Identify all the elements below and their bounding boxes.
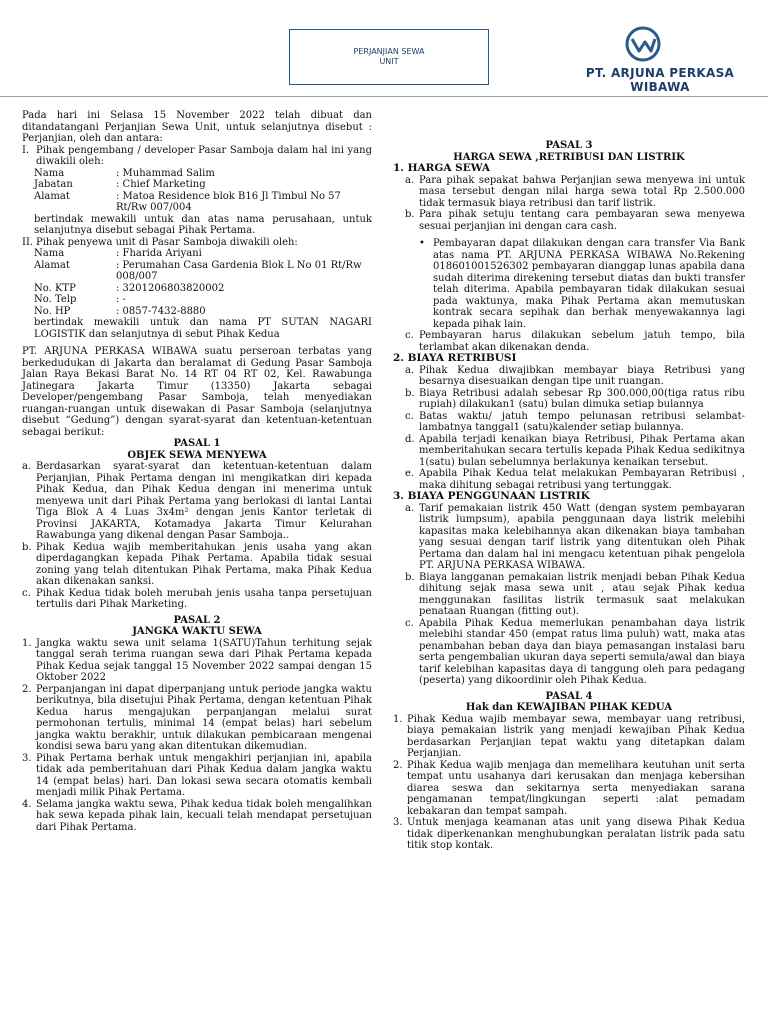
- field-row: [34, 306, 372, 318]
- list-marker: e.: [405, 468, 415, 479]
- list-text: Para pihak setuju tentang cara pembayaran sewa menyewa sesuai perjanjian ini dengan cara cash.: [419, 209, 745, 232]
- list-marker: 3.: [22, 752, 32, 764]
- list-text: Tarif pemakaian listrik 450 Watt (dengan system pembayaran listrik lumpsum), apabila penggunaan daya listrik melebihi kapasitas maka kelebihannya akan dikenakan biaya tambahan yang sesuai dengan tarif listrik yang ditentukan oleh Pihak Pertama dan dalam hal ini mengacu ketentuan pihak pengelola PT. ARJUNA PERKASA WIBAWA.: [419, 502, 745, 571]
- list-marker: 2.: [393, 759, 403, 771]
- field-row: [34, 191, 372, 214]
- payment-bullet: • Pembayaran dapat dilakukan dengan cara transfer Via Bank atas nama PT. ARJUNA PERKASA WIBAWA No.Rekening 018601001526302 pembayaran dianggap lunas apabila dana sudah diterima direkening tersebut diatas dan bukti transfer telah diterima. Apabila pembayaran tidak dilakukan sesuai pada waktunya, maka Pihak Pertama akan memutuskan kontrak secara sepihak dan berhak menyewakannya lagi kepada pihak lain.: [419, 238, 745, 330]
- list-item: [405, 388, 745, 411]
- list-item: [22, 638, 372, 684]
- list-text: Pihak Kedua wajib memberitahukan jenis usaha yang akan diperdagangkan kepada Pihak Pertama. Apabila tidak sesuai zoning yang telah ditentukan Pihak Pertama, maka Pihak Kedua akan dikenakan sanksi.: [36, 541, 372, 587]
- list-marker: c.: [405, 410, 414, 422]
- left-column: [22, 110, 372, 833]
- field-row: [34, 294, 372, 306]
- list-item: [405, 503, 745, 572]
- field-row: [34, 179, 372, 191]
- list-marker: c.: [405, 617, 414, 629]
- list-item: [393, 817, 745, 852]
- list-text: Apabila terjadi kenaikan biaya Retribusi, Pihak Pertama akan memberitahukan secara tertulis kepada Pihak Kedua sedikitnya 1(satu) bulan sebelumnya berlakunya kenaikan tersebut.: [419, 433, 745, 468]
- harga-sewa-heading: 1. HARGA SEWA: [393, 162, 491, 174]
- field-row: [34, 260, 372, 283]
- harga-sewa-list: [393, 175, 745, 233]
- list-marker: d.: [405, 433, 415, 445]
- pasal2-subtitle: JANGKA WAKTU SEWA: [132, 626, 262, 637]
- field-value: : -: [116, 294, 126, 305]
- party1-fields: [22, 168, 372, 214]
- pasal3-subtitle: HARGA SEWA ,RETRIBUSI DAN LISTRIK: [453, 151, 685, 163]
- pasal1-list: [22, 461, 372, 611]
- company-name: PT. ARJUNA PERKASA WIBAWA: [585, 66, 735, 94]
- list-item: [22, 799, 372, 834]
- list-marker: 1.: [22, 637, 32, 649]
- list-marker: 1.: [393, 713, 403, 725]
- field-label: Nama: [34, 167, 65, 179]
- pasal3-title: PASAL 3: [545, 140, 593, 151]
- list-text: Pihak Kedua wajib membayar sewa, membayar uang retribusi, biaya pemakaian listrik yang menjadi kewajiban Pihak Kedua berdasarkan Perjanjian tepat waktu yang ditetapkan dalam Perjanjian.: [407, 713, 745, 759]
- arjuna-logo-icon: [625, 26, 661, 62]
- document-title-line2: UNIT: [379, 57, 399, 66]
- list-text: Pihak Pertama berhak untuk mengakhiri perjanjian ini, apabila tidak ada pemberitahuan dari Pihak Kedua dalam jangka waktu 14 (empat belas) hari. Dan lokasi sewa secara otomatis kembali menjadi milik Pihak Pertama.: [36, 752, 372, 798]
- harga-sewa-item-c: c. Pembayaran harus dilakukan sebelum jatuh tempo, bila terlambat akan dikenakan denda.: [405, 330, 745, 353]
- pasal2-title: PASAL 2: [173, 614, 221, 626]
- retribusi-list: [393, 365, 745, 492]
- field-label: No. Telp: [34, 294, 77, 305]
- company-paragraph: PT. ARJUNA PERKASA WIBAWA suatu perseroan terbatas yang berkedudukan di Jakarta dan beralamat di Gedung Pasar Samboja Jalan Raya Bekasi Barat No. 14 RT 04 RT 02, Kel. Rawabunga Jatinegara Jakarta Timur (13350) Jakarta sebagai Developer/pengembang Pasar Samboja, telah menyediakan ruangan-ruangan untuk disewakan di Pasar Samboja (selanjutnya disebut “Gedung”) dengan syarat-syarat dan ketentuan-ketentuan sebagai berikut:: [22, 346, 372, 438]
- list-item: [22, 684, 372, 753]
- list-marker: a.: [405, 502, 415, 514]
- list-text: Pihak Kedua wajib menjaga dan memelihara keutuhan unit serta tempat untu usahanya dari kerusakan dan menjaga kebersihan diarea seswa dan sekitarnya serta menyediakan sarana pengamanan tempat/lingkungan seperti :alat pemadam kebakaran dan tempat sampah.: [407, 759, 745, 817]
- field-value: : 0857-7432-8880: [116, 305, 206, 317]
- field-row: [34, 248, 372, 260]
- list-item: [405, 468, 745, 491]
- party2-heading: II. Pihak penyewa unit di Pasar Samboja diwakili oleh:: [22, 236, 298, 248]
- list-text: Jangka waktu sewa unit selama 1(SATU)Tahun terhitung sejak tanggal serah terima ruangan sewa dari Pihak Pertama kepada Pihak Kedua sejak tanggal 15 November 2022 sampai dengan 15 Oktober 2022: [36, 637, 372, 683]
- list-marker: b.: [405, 209, 415, 220]
- list-item: [22, 542, 372, 588]
- list-marker: b.: [405, 571, 415, 583]
- list-item: [405, 618, 745, 687]
- field-row: [34, 168, 372, 180]
- list-marker: b.: [22, 541, 32, 553]
- company-logo: [560, 26, 760, 94]
- list-marker: c.: [22, 587, 31, 599]
- list-item: [405, 365, 745, 388]
- field-value: : Muhammad Salim: [116, 167, 215, 179]
- field-label: No. HP: [34, 305, 71, 317]
- party1-note: bertindak mewakili untuk dan atas nama perusahaan, untuk selanjutnya disebut sebagai Pihak Pertama.: [34, 213, 372, 236]
- field-label: Alamat: [34, 190, 70, 202]
- party2-fields: [22, 248, 372, 317]
- list-text: Apabila Pihak Kedua memerlukan penambahan daya listrik melebihi standar 450 (empat ratus lima puluh) watt, maka atas penambahan beban daya dan biaya pemasangan instalasi baru serta pengembalian ukuran daya seperti semula/awal dan biaya tarif kelebihan kapasitas daya di tanggung oleh para pedagang (peserta) yang dikoordinir oleh Pihak Kedua.: [419, 617, 745, 686]
- list-marker: a.: [405, 364, 415, 376]
- document-title-box: [289, 29, 489, 85]
- party1-heading: I. Pihak pengembang / developer Pasar Samboja dalam hal ini yang diwakili oleh:: [22, 144, 372, 167]
- list-item: [405, 175, 745, 210]
- list-item: [405, 434, 745, 469]
- list-text: Pihak Kedua diwajibkan membayar biaya Retribusi yang besarnya disesuaikan dengan tipe unit ruangan.: [419, 364, 745, 387]
- list-text: Biaya langganan pemakaian listrik menjadi beban Pihak Kedua dihitung sejak masa sewa unit , atau sejak Pihak kedua menggunakan fasilitas listrik termasuk saat melakukan penataan Ruangan (fitting out).: [419, 571, 745, 617]
- field-value: : 3201206803820002: [116, 282, 225, 294]
- list-text: Apabila Pihak Kedua telat melakukan Pembayaran Retribusi , maka dihitung sebagai retribusi yang tertunggak.: [419, 468, 745, 491]
- list-text: Batas waktu/ jatuh tempo pelunasan retribusi selambat-lambatnya tanggal1 (satu)kalender setiap bulannya.: [419, 410, 745, 433]
- list-marker: a.: [405, 174, 415, 186]
- field-label: Alamat: [34, 259, 70, 271]
- field-row: [34, 283, 372, 295]
- list-text: Berdasarkan syarat-syarat dan ketentuan-ketentuan dalam Perjanjian, Pihak Pertama dengan ini mengikatkan diri kepada Pihak Kedua, dan Pihak Kedua dengan ini menerima untuk menyewa unit dari Pihak Pertama yang berlokasi di lantai Lantai Tiga Blok A 4 Luas 3x4m² dengan jenis Kantor terletak di Provinsi JAKARTA, Kotamadya Jakarta Timur Kelurahan Rawabunga yang dikenal dengan Pasar Samboja..: [36, 461, 372, 541]
- field-label: No. KTP: [34, 282, 76, 294]
- pasal4-subtitle: Hak dan KEWAJIBAN PIHAK KEDUA: [465, 702, 673, 713]
- field-value: : Chief Marketing: [116, 179, 206, 190]
- list-marker: a.: [22, 461, 32, 472]
- pasal4-title: PASAL 4: [545, 690, 593, 702]
- list-marker: 2.: [22, 683, 32, 695]
- pasal4-list: [393, 714, 745, 852]
- field-value: : Matoa Residence blok B16 Jl Timbul No 57 Rt/Rw 007/004: [116, 190, 341, 213]
- field-label: Nama: [34, 248, 65, 259]
- list-text: Para pihak sepakat bahwa Perjanjian sewa menyewa ini untuk masa tersebut dengan nilai harga sewa total Rp 2.500.000 tidak termasuk biaya retribusi dan tarif listrik.: [419, 174, 745, 209]
- listrik-list: [393, 503, 745, 687]
- list-text: Selama jangka waktu sewa, Pihak kedua tidak boleh mengalihkan hak sewa kepada pihak lain, kecuali telah mendapat persetujuan dari Pihak Pertama.: [36, 798, 372, 833]
- list-item: [405, 411, 745, 434]
- pasal2-list: [22, 638, 372, 834]
- intro-paragraph: Pada hari ini Selasa 15 November 2022 telah dibuat dan ditandatangani Perjanjian Sewa Unit, untuk selanjutnya disebut : Perjanjian, oleh dan antara:: [22, 110, 372, 144]
- list-item: [22, 588, 372, 611]
- field-label: Jabatan: [34, 179, 73, 190]
- header-divider: [0, 96, 768, 97]
- list-item: [393, 714, 745, 760]
- field-value: : Fharida Ariyani: [116, 248, 202, 259]
- list-text: Perpanjangan ini dapat diperpanjang untuk periode jangka waktu berikutnya, bila disetujui Pihak Pertama, dengan ketentuan Pihak Kedua harus mengajukan perpanjangan melalui surat permohonan tertulis, minimal 14 (empat belas) hari sebelum jangka waktu berakhir, untuk dilakukan pembicaraan mengenai kondisi sewa baru yang akan ditentukan dikemudian.: [36, 683, 372, 752]
- list-marker: b.: [405, 387, 415, 399]
- document-title-line1: PERJANJIAN SEWA: [353, 47, 425, 56]
- pasal1-title: PASAL 1: [173, 438, 221, 449]
- list-marker: 4.: [22, 798, 32, 810]
- list-item: [405, 572, 745, 618]
- list-item: [22, 461, 372, 542]
- list-text: Untuk menjaga keamanan atas unit yang disewa Pihak Kedua tidak diperkenankan menghubungkan peralatan listrik pada satu titik stop kontak.: [407, 817, 745, 851]
- party2-note: bertindak mewakili untuk dan nama PT SUTAN NAGARI LOGISTIK dan selanjutnya di sebut Pihak Kedua: [34, 317, 372, 340]
- list-item: [22, 753, 372, 799]
- list-text: Pihak Kedua tidak boleh merubah jenis usaha tanpa persetujuan tertulis dari Pihak Marketing.: [36, 587, 372, 610]
- list-item: [405, 209, 745, 232]
- retribusi-heading: 2. BIAYA RETRIBUSI: [393, 352, 517, 364]
- listrik-heading: 3. BIAYA PENGGUNAAN LISTRIK: [393, 490, 590, 502]
- list-marker: 3.: [393, 817, 403, 828]
- pasal1-subtitle: OBJEK SEWA MENYEWA: [127, 449, 267, 461]
- list-item: [393, 760, 745, 818]
- field-value: : Perumahan Casa Gardenia Blok L No 01 Rt/Rw 008/007: [116, 259, 362, 282]
- list-text: Biaya Retribusi adalah sebesar Rp 300.000,00(tiga ratus ribu rupiah) dilakukan1 (satu) bulan dimuka setiap bulannya: [419, 387, 745, 410]
- right-column: [393, 140, 745, 852]
